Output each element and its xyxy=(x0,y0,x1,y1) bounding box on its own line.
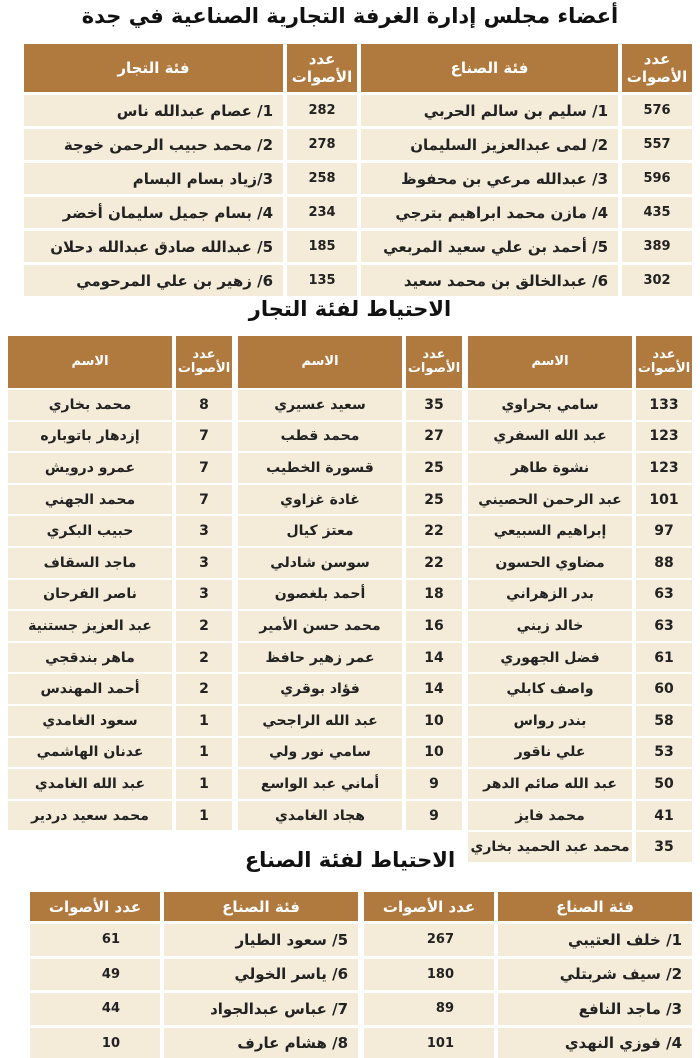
merchants-name-cell: 6/ زهير بن علي المرحومي xyxy=(24,265,283,296)
industry-votes-header: عدد الأصوات xyxy=(622,44,692,92)
reserve-merchants-title: الاحتياط لفئة التجار xyxy=(248,297,452,321)
reserve-votes-cell: 7 xyxy=(176,422,232,452)
reserve-industry-title: الاحتياط لفئة الصناع xyxy=(244,848,456,872)
reserve-name-cell: سامي نور ولي xyxy=(238,738,402,768)
reserve-votes-cell: 9 xyxy=(406,801,462,831)
reserve-name-column xyxy=(468,336,632,862)
reserve-industry-table xyxy=(0,892,700,1058)
reserve-votes-cell: 97 xyxy=(636,516,692,546)
reserve-votes-cell: 35 xyxy=(636,832,692,862)
reserve-name-cell: ماجد السقاف xyxy=(8,548,172,578)
reserve-name-cell: أحمد بلغصون xyxy=(238,580,402,610)
reserve-name-cell: عبد الله السفري xyxy=(468,422,632,452)
board-table xyxy=(0,44,700,296)
reserve-votes-cell: 9 xyxy=(406,769,462,799)
reserve-votes-cell: 10 xyxy=(406,706,462,736)
reserve-votes-cell: 1 xyxy=(176,706,232,736)
reserve-votes-cell: 1 xyxy=(176,738,232,768)
reserve-name-cell: واصف كابلي xyxy=(468,674,632,704)
industry-name-column xyxy=(361,44,618,296)
reserve-name-cell: حبيب البكري xyxy=(8,516,172,546)
reserve-industry-name-cell: 7/ عباس عبدالجواد xyxy=(164,993,358,1025)
reserve-industry-group xyxy=(364,892,692,1058)
reserve-votes-cell: 22 xyxy=(406,548,462,578)
reserve-votes-cell: 8 xyxy=(176,390,232,420)
reserve-merchants-group xyxy=(238,336,462,862)
industry-votes-cell: 557 xyxy=(622,129,692,160)
reserve-votes-cell: 22 xyxy=(406,516,462,546)
reserve-industry-votes-cell: 10 xyxy=(30,1028,160,1058)
reserve-industry-name-header: فئة الصناع xyxy=(164,892,358,921)
reserve-votes-column xyxy=(636,336,692,862)
reserve-votes-cell: 35 xyxy=(406,390,462,420)
reserve-votes-cell: 2 xyxy=(176,674,232,704)
reserve-votes-cell: 60 xyxy=(636,674,692,704)
merchants-votes-cell: 234 xyxy=(287,197,357,228)
industry-name-cell: 5/ أحمد بن علي سعيد المربعي xyxy=(361,231,618,262)
reserve-name-header: الاسم xyxy=(238,336,402,388)
reserve-name-cell: ماهر بندقجي xyxy=(8,643,172,673)
reserve-name-cell: عبد العزيز جستنية xyxy=(8,611,172,641)
page-title: أعضاء مجلس إدارة الغرفة التجارية الصناعية في جدة xyxy=(81,4,619,28)
reserve-name-cell: هجاد الغامدي xyxy=(238,801,402,831)
reserve-name-cell: علي ناقور xyxy=(468,738,632,768)
merchants-name-cell: 3/زياد بسام البسام xyxy=(24,163,283,194)
reserve-industry-name-cell: 3/ ماجد النافع xyxy=(498,993,692,1025)
reserve-industry-votes-cell: 44 xyxy=(30,993,160,1025)
reserve-name-cell: محمد عبد الحميد بخاري xyxy=(468,832,632,862)
reserve-industry-name-cell: 4/ فوزي النهدي xyxy=(498,1028,692,1058)
reserve-industry-name-cell: 2/ سيف شربتلي xyxy=(498,959,692,991)
reserve-industry-name-cell: 5/ سعود الطيار xyxy=(164,924,358,956)
reserve-name-cell: معتز كيال xyxy=(238,516,402,546)
reserve-votes-cell: 7 xyxy=(176,485,232,515)
reserve-name-cell: غادة غزاوي xyxy=(238,485,402,515)
reserve-votes-cell: 3 xyxy=(176,548,232,578)
reserve-name-cell: فضل الجهوري xyxy=(468,643,632,673)
reserve-name-cell: أماني عبد الواسع xyxy=(238,769,402,799)
reserve-name-cell: عمر زهير حافظ xyxy=(238,643,402,673)
reserve-votes-cell: 123 xyxy=(636,453,692,483)
reserve-votes-cell: 1 xyxy=(176,769,232,799)
merchants-header: فئة التجار xyxy=(24,44,283,92)
reserve-merchants-group xyxy=(468,336,692,862)
reserve-name-cell: إزدهار باتوباره xyxy=(8,422,172,452)
reserve-name-cell: عدنان الهاشمي xyxy=(8,738,172,768)
reserve-name-cell: بندر رواس xyxy=(468,706,632,736)
reserve-name-cell: سعود الغامدي xyxy=(8,706,172,736)
reserve-votes-cell: 18 xyxy=(406,580,462,610)
merchants-votes-column xyxy=(287,44,357,296)
reserve-name-cell: محمد الجهني xyxy=(8,485,172,515)
reserve-name-cell: سعيد عسيري xyxy=(238,390,402,420)
reserve-name-cell: عبد الله صائم الدهر xyxy=(468,769,632,799)
reserve-name-column xyxy=(238,336,402,862)
reserve-name-cell: فؤاد بوقري xyxy=(238,674,402,704)
industry-name-cell: 6/ عبدالخالق بن محمد سعيد xyxy=(361,265,618,296)
reserve-votes-cell: 61 xyxy=(636,643,692,673)
merchants-name-cell: 4/ بسام جميل سليمان أخضر xyxy=(24,197,283,228)
merchants-votes-header: عدد الأصوات xyxy=(287,44,357,92)
reserve-votes-column xyxy=(406,336,462,862)
industry-name-cell: 3/ عبدالله مرعي بن محفوظ xyxy=(361,163,618,194)
reserve-industry-votes-cell: 101 xyxy=(364,1028,494,1058)
reserve-votes-cell: 2 xyxy=(176,611,232,641)
reserve-votes-cell: 88 xyxy=(636,548,692,578)
merchants-name-column xyxy=(24,44,283,296)
reserve-industry-votes-cell: 61 xyxy=(30,924,160,956)
reserve-votes-cell: 53 xyxy=(636,738,692,768)
reserve-name-cell: خالد زيني xyxy=(468,611,632,641)
reserve-name-cell: مضاوي الحسون xyxy=(468,548,632,578)
reserve-industry-name-column xyxy=(164,892,358,1058)
reserve-industry-votes-cell: 267 xyxy=(364,924,494,956)
reserve-votes-cell: 58 xyxy=(636,706,692,736)
reserve-industry-name-column xyxy=(498,892,692,1058)
reserve-votes-cell: 27 xyxy=(406,422,462,452)
merchants-name-cell: 1/ عصام عبدالله ناس xyxy=(24,95,283,126)
reserve-name-cell: محمد بخاري xyxy=(8,390,172,420)
reserve-industry-votes-cell: 49 xyxy=(30,959,160,991)
industry-votes-cell: 576 xyxy=(622,95,692,126)
reserve-industry-name-header: فئة الصناع xyxy=(498,892,692,921)
industry-name-cell: 1/ سليم بن سالم الحربي xyxy=(361,95,618,126)
industry-name-cell: 2/ لمى عبدالعزيز السليمان xyxy=(361,129,618,160)
reserve-votes-cell: 10 xyxy=(406,738,462,768)
industry-name-cell: 4/ مازن محمد ابراهيم بترجي xyxy=(361,197,618,228)
reserve-votes-cell: 14 xyxy=(406,643,462,673)
reserve-industry-name-cell: 1/ خلف العتيبي xyxy=(498,924,692,956)
industry-votes-cell: 302 xyxy=(622,265,692,296)
merchants-votes-cell: 135 xyxy=(287,265,357,296)
reserve-name-cell: سوسن شادلي xyxy=(238,548,402,578)
reserve-votes-cell: 50 xyxy=(636,769,692,799)
industry-votes-cell: 389 xyxy=(622,231,692,262)
reserve-votes-cell: 133 xyxy=(636,390,692,420)
reserve-name-cell: أحمد المهندس xyxy=(8,674,172,704)
reserve-votes-cell: 123 xyxy=(636,422,692,452)
reserve-industry-votes-column xyxy=(364,892,494,1058)
reserve-votes-cell: 7 xyxy=(176,453,232,483)
reserve-name-cell: نشوة طاهر xyxy=(468,453,632,483)
reserve-name-header: الاسم xyxy=(468,336,632,388)
reserve-votes-cell: 3 xyxy=(176,580,232,610)
reserve-votes-cell: 63 xyxy=(636,580,692,610)
reserve-votes-column xyxy=(176,336,232,862)
board-section xyxy=(0,4,700,296)
merchants-name-cell: 2/ محمد حبيب الرحمن خوجة xyxy=(24,129,283,160)
reserve-votes-header: عدد الأصوات xyxy=(406,336,462,388)
reserve-name-cell: محمد حسن الأمير xyxy=(238,611,402,641)
reserve-votes-cell: 1 xyxy=(176,801,232,831)
industry-votes-cell: 435 xyxy=(622,197,692,228)
reserve-name-cell: عبد الرحمن الحصيني xyxy=(468,485,632,515)
reserve-votes-cell: 41 xyxy=(636,801,692,831)
reserve-votes-header: عدد الأصوات xyxy=(636,336,692,388)
merchants-votes-cell: 282 xyxy=(287,95,357,126)
merchants-votes-cell: 278 xyxy=(287,129,357,160)
reserve-name-cell: عبد الله الراجحي xyxy=(238,706,402,736)
reserve-name-cell: محمد قطب xyxy=(238,422,402,452)
merchants-group xyxy=(24,44,357,296)
reserve-name-cell: سامي بحراوي xyxy=(468,390,632,420)
reserve-votes-cell: 16 xyxy=(406,611,462,641)
merchants-votes-cell: 258 xyxy=(287,163,357,194)
reserve-votes-cell: 101 xyxy=(636,485,692,515)
reserve-name-cell: عبد الله الغامدي xyxy=(8,769,172,799)
industry-votes-cell: 596 xyxy=(622,163,692,194)
reserve-name-cell: قسورة الخطيب xyxy=(238,453,402,483)
reserve-votes-cell: 25 xyxy=(406,485,462,515)
reserve-name-cell: محمد فايز xyxy=(468,801,632,831)
reserve-industry-votes-column xyxy=(30,892,160,1058)
reserve-votes-cell: 2 xyxy=(176,643,232,673)
industry-votes-column xyxy=(622,44,692,296)
merchants-votes-cell: 185 xyxy=(287,231,357,262)
reserve-votes-cell: 25 xyxy=(406,453,462,483)
reserve-votes-cell: 14 xyxy=(406,674,462,704)
reserve-name-cell: بدر الزهراني xyxy=(468,580,632,610)
reserve-industry-votes-cell: 89 xyxy=(364,993,494,1025)
reserve-industry-name-cell: 8/ هشام عارف xyxy=(164,1028,358,1058)
reserve-name-column xyxy=(8,336,172,862)
reserve-votes-cell: 3 xyxy=(176,516,232,546)
reserve-merchants-group xyxy=(8,336,232,862)
reserve-industry-votes-header: عدد الأصوات xyxy=(364,892,494,921)
industry-group xyxy=(361,44,692,296)
merchants-name-cell: 5/ عبدالله صادق عبدالله دحلان xyxy=(24,231,283,262)
reserve-name-cell: ناصر الفرحان xyxy=(8,580,172,610)
reserve-merchants-table xyxy=(0,336,700,862)
reserve-name-cell: عمرو درويش xyxy=(8,453,172,483)
reserve-industry-votes-cell: 180 xyxy=(364,959,494,991)
industry-header: فئة الصناع xyxy=(361,44,618,92)
reserve-name-cell: محمد سعيد دردير xyxy=(8,801,172,831)
reserve-industry-votes-header: عدد الأصوات xyxy=(30,892,160,921)
reserve-votes-cell: 63 xyxy=(636,611,692,641)
reserve-name-header: الاسم xyxy=(8,336,172,388)
reserve-votes-header: عدد الأصوات xyxy=(176,336,232,388)
reserve-industry-name-cell: 6/ ياسر الخولي xyxy=(164,959,358,991)
reserve-name-cell: إبراهيم السبيعي xyxy=(468,516,632,546)
reserve-industry-group xyxy=(30,892,358,1058)
